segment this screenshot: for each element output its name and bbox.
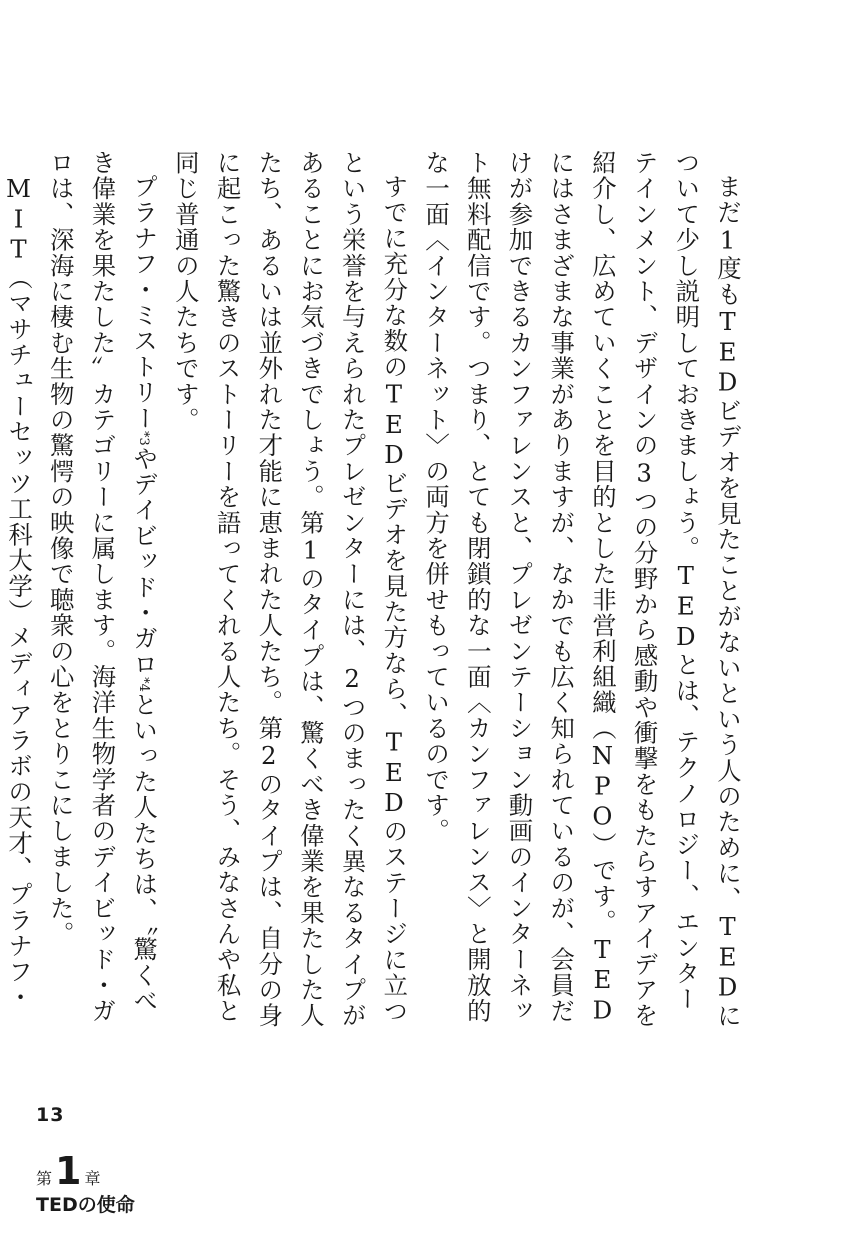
footnote-ref-3: *3 bbox=[136, 431, 152, 447]
chapter-title: TEDの使命 bbox=[36, 1194, 135, 1216]
chapter-label bbox=[36, 1149, 101, 1193]
chapter-number: 1 bbox=[55, 1149, 82, 1193]
paragraph-examples bbox=[39, 150, 164, 1030]
paragraph-examples-text-a: プラナフ・ミストリー bbox=[129, 174, 159, 432]
page-number: 13 bbox=[36, 1104, 65, 1126]
paragraph-mit: MIT（マサチューセッツ工科大学）メディアラボの天才、プラナフ・ bbox=[4, 174, 34, 1011]
chapter-prefix: 第 bbox=[36, 1169, 53, 1188]
paragraph-examples-text-b: やデイビッド・ガロ bbox=[129, 446, 159, 678]
vertical-body-text bbox=[4, 150, 748, 1030]
paragraph-presenter-types: すでに充分な数のTEDビデオを見た方なら、TEDのステージに立つという栄誉を与えられたプレゼンターには、2つのまったく異なるタイプがあることにお気づきでしょう。第1のタイプは、驚くべき偉業を果たした人たち、あるいは並外れた才能に恵まれた人たち。第2のタイプは、自分の身に起こった驚きのストーリーを語ってくれる人たち。そう、みなさんや私と同じ普通の人たちです。 bbox=[170, 150, 409, 1029]
paragraph-examples-text-c: といった人たちは、〝驚くべき偉業を果たした〟カテゴリーに属します。海洋生物学者のデイビッド・ガロは、深海に棲む生物の驚愕の映像で聴衆の心をとりこにしました。 bbox=[45, 150, 159, 1024]
chapter-suffix: 章 bbox=[84, 1169, 101, 1188]
footnote-ref-4: *4 bbox=[136, 677, 152, 693]
paragraph-ted-intro: まだ1度もTEDビデオを見たことがないという人のために、TEDについて少し説明しておきましょう。TEDとは、テクノロジー、エンターテインメント、デザインの3つの分野から感動や衝撃をもたらすアイデアを紹介し、広めていくことを目的とした非営利組織（NPO）です。TEDにはさまざまな事業がありますが、なかでも広く知られているのが、会員だけが参加できるカンファレンスと、プレゼンテーション動画のインターネット無料配信です。つまり、とても閉鎖的な一面〈カンファレンス〉と開放的な一面〈インターネット〉の両方を併せもっているのです。 bbox=[421, 150, 742, 1029]
